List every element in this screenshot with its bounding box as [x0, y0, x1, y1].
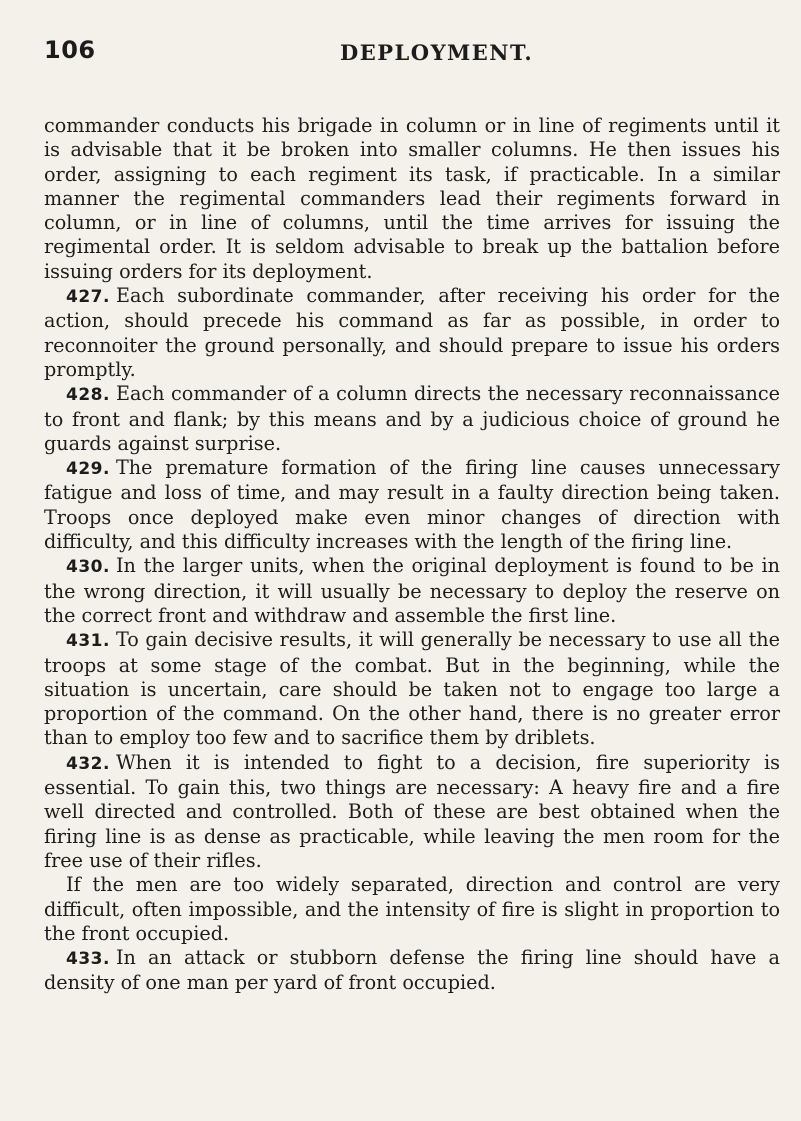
section-432: [44, 751, 780, 873]
paragraph-text: Each subordinate commander, after receiving his order for the action, should precede his command as far as possible, in order to reconnoiter the ground personally, and should prepare to issue his orders promptly.: [44, 284, 780, 381]
paragraph-text: Each commander of a column directs the necessary reconnaissance to front and flank; by this means and by a judicious choice of ground he guards against surprise.: [44, 382, 780, 455]
section-428: [44, 382, 780, 456]
paragraph-text: commander conducts his brigade in column or in line of regiments until it is advisable that it be broken into smaller columns. He then issues his order, assigning to each regiment its task, if practicable. In a similar manner the regimental commanders lead their regiments forward in column, or in line of columns, until the time arrives for issuing the regimental order. It is seldom advisable to break up the battalion before issuing orders for its deployment.: [44, 114, 780, 283]
paragraph-continued: [44, 114, 780, 284]
section-433: [44, 946, 780, 996]
page-number: 106: [44, 36, 96, 64]
page-header: [44, 36, 780, 70]
running-head: DEPLOYMENT.: [340, 40, 534, 65]
section-number: 428.: [66, 385, 110, 406]
paragraph-text: The premature formation of the firing line causes unnecessary fatigue and loss of time, and may result in a faulty direction being taken. Troops once deployed make even minor changes of direction with difficulty, and this difficulty increases with the length of the firing line.: [44, 456, 780, 554]
section-431: [44, 628, 780, 750]
book-page: [44, 36, 780, 996]
paragraph-text: If the men are too widely separated, direction and control are very difficult, often impossible, and the intensity of fire is slight in proportion to the front occupied.: [44, 873, 780, 945]
section-number: 429.: [66, 459, 110, 480]
paragraph-432-continued: [44, 873, 780, 946]
section-number: 427.: [66, 287, 110, 308]
paragraph-text: In an attack or stubborn defense the firing line should have a density of one man per yard of front occupied.: [44, 946, 780, 995]
paragraph-text: To gain decisive results, it will generally be necessary to use all the troops at some stage of the combat. But in the beginning, while the situation is uncertain, care should be taken not to engage too large a proportion of the command. On the other hand, there is no greater error than to employ too few and to sacrifice them by driblets.: [44, 628, 780, 750]
section-number: 432.: [66, 753, 110, 774]
section-number: 433.: [66, 949, 110, 970]
section-number: 431.: [66, 631, 110, 652]
body-text: [44, 114, 780, 996]
section-429: [44, 456, 780, 554]
paragraph-text: In the larger units, when the original deployment is found to be in the wrong direction, it will usually be necessary to deploy the reserve on the correct front and withdraw and assemble the first line.: [44, 554, 780, 627]
section-427: [44, 284, 780, 382]
paragraph-text: When it is intended to fight to a decision, fire superiority is essential. To gain this, two things are necessary: A heavy fire and a fire well directed and controlled. Both of these are best obtained when the firing line is as dense as practicable, while leaving the men room for the free use of their rifles.: [44, 750, 780, 872]
section-number: 430.: [66, 557, 110, 578]
section-430: [44, 554, 780, 628]
